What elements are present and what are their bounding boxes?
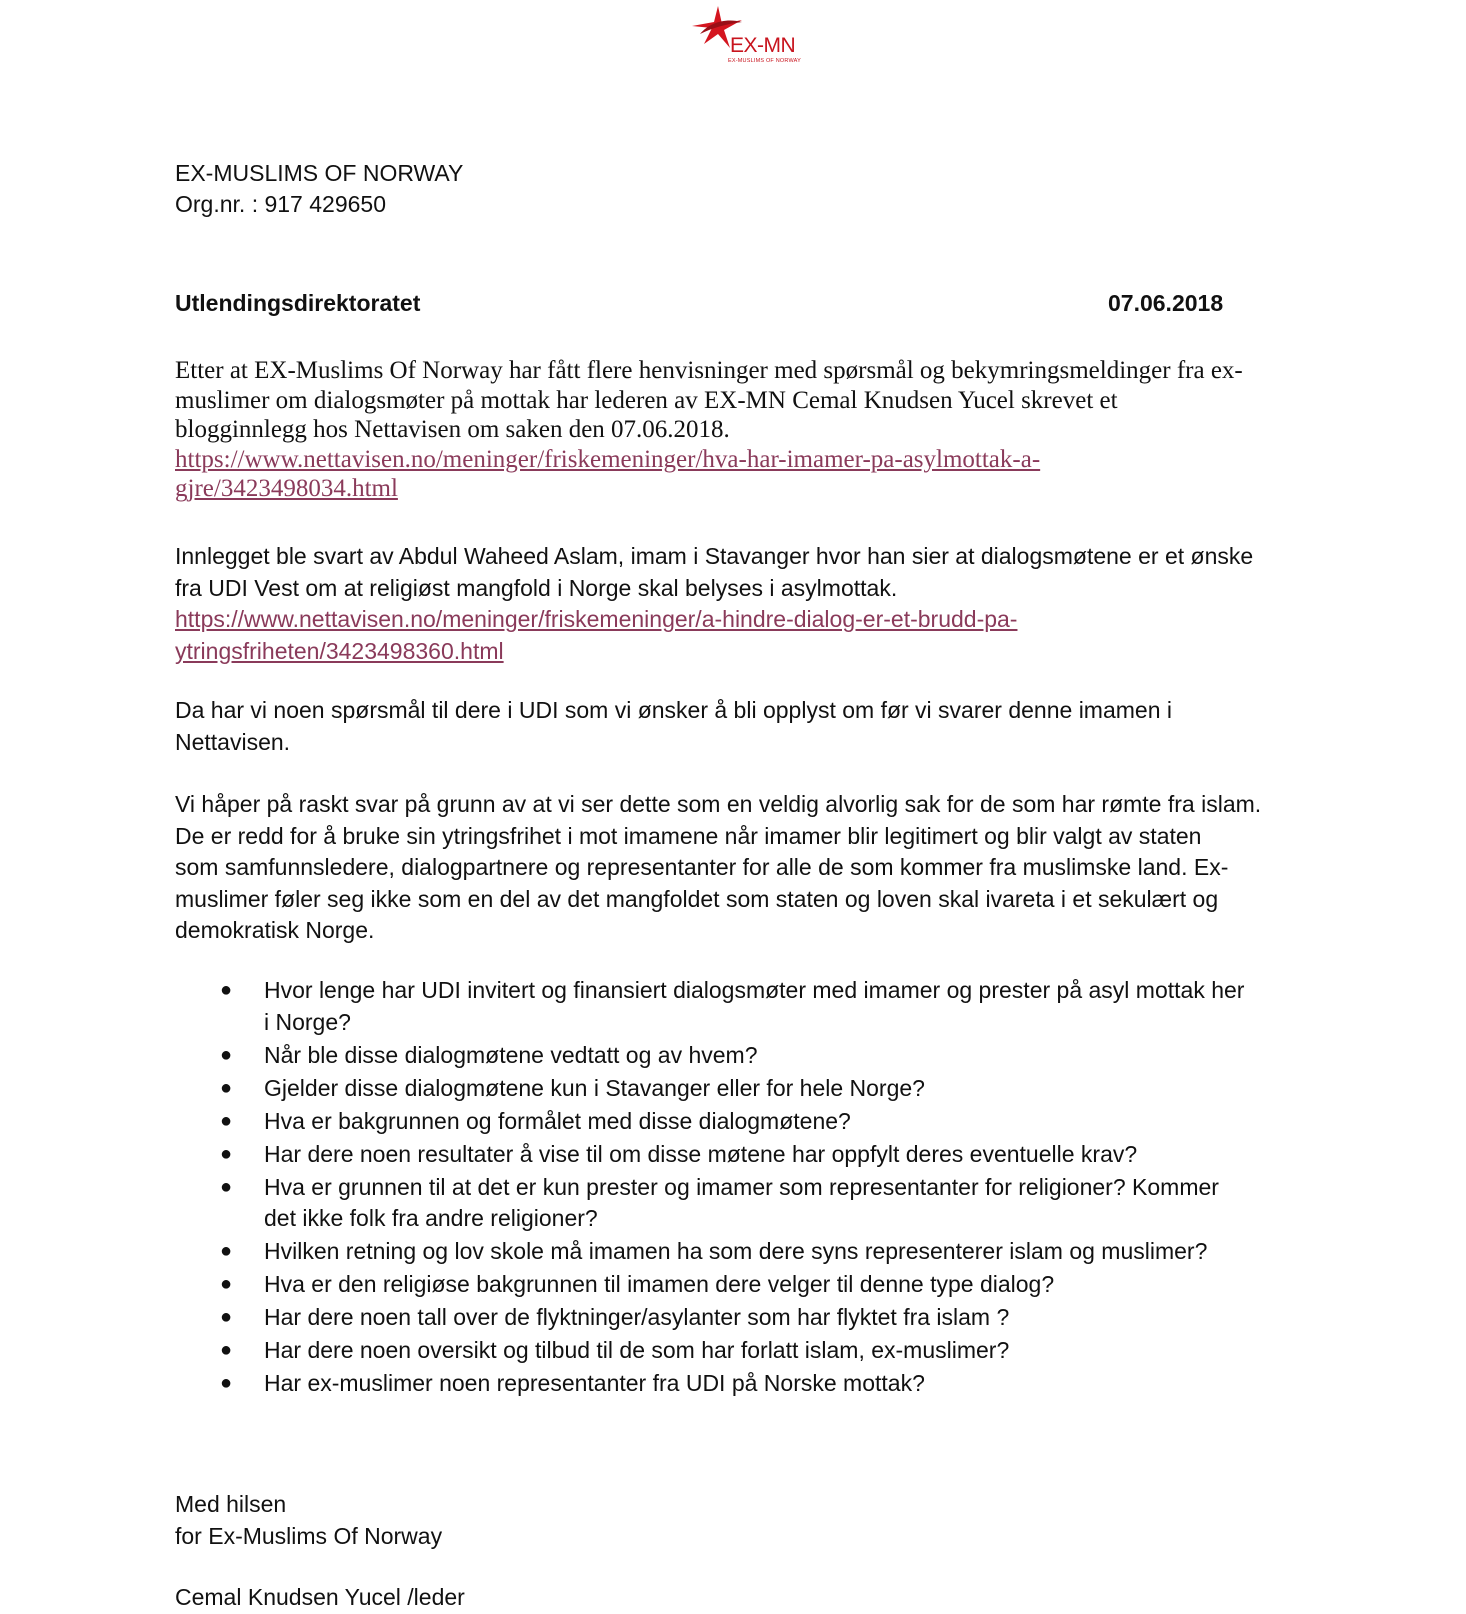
recipient: Utlendingsdirektoratet [175,290,421,316]
text-line: fra UDI Vest om at religiøst mangfold i Norge skal belyses i asylmottak. [175,574,898,601]
question-item [175,1073,1244,1105]
blog-post-link[interactable]: https://www.nettavisen.no/meninger/friskemeninger/hva-har-imamer-pa-asylmottak-a- [175,445,1041,473]
bullet-icon: ● [220,1306,233,1328]
text-line: Innlegget ble svart av Abdul Waheed Aslam, imam i Stavanger hvor han sier at dialogsmøtene er et ønske [175,543,1254,569]
text-line: Da har vi noen spørsmål til dere i UDI som vi ønsker å bli opplyst om før vi svarer denne imamen i [175,697,1172,723]
bullet-icon: ● [220,1175,233,1198]
question-item [175,1302,1244,1334]
question-text: Har ex-muslimer noen representanter fra UDI på Norske mottak? [264,1370,925,1396]
question-text: i Norge? [264,1008,351,1035]
paragraph-intro [175,356,1243,504]
paragraph-response [175,541,1253,667]
question-item [175,1368,1244,1400]
sender-org-number: Org.nr. : 917 429650 [175,191,386,217]
bullet-icon: ● [220,1142,233,1165]
logo-text: EX-MN [730,34,796,57]
bullet-icon: ● [220,1372,233,1394]
question-text: Hvor lenge har UDI invitert og finansiert dialogsmøter med imamer og prester på asyl mottak her [264,977,1245,1003]
bullet-icon: ● [220,979,233,1001]
question-item [175,1269,1244,1301]
bullet-icon: ● [220,1273,233,1295]
signature: Cemal Knudsen Yucel /leder [175,1584,465,1610]
text-line: Etter at EX-Muslims Of Norway har fått flere henvisninger med spørsmål og bekymringsmeldinger fra ex- [175,357,1243,384]
bullet-icon: ● [220,1076,233,1099]
question-text: Gjelder disse dialogmøtene kun i Stavanger eller for hele Norge? [264,1074,925,1101]
question-item [175,1172,1244,1235]
text-line: muslimer føler seg ikke som en del av det mangfoldet som staten og loven skal ivareta i et sekulært og [175,885,1219,912]
question-item [175,1236,1244,1268]
text-line: blogginnlegg hos Nettavisen om saken den 07.06.2018. [175,416,730,443]
text-line: muslimer om dialogsmøter på mottak har lederen av EX-MN Cemal Knudsen Yucel skrevet et [175,386,1118,414]
question-text: Når ble disse dialogmøtene vedtatt og av hvem? [264,1041,758,1068]
question-list [175,975,1244,1401]
question-item [175,1335,1244,1367]
question-text: Hva er den religiøse bakgrunnen til imamen dere velger til denne type dialog? [264,1271,1055,1297]
question-text: Hva er grunnen til at det er kun prester og imamer som representanter for religioner? Kommer [264,1173,1219,1200]
bullet-icon: ● [220,1339,233,1361]
bullet-icon: ● [220,1109,233,1132]
response-post-link[interactable]: https://www.nettavisen.no/meninger/friskemeninger/a-hindre-dialog-er-et-brudd-pa- [175,606,1018,632]
question-text: det ikke folk fra andre religioner? [264,1205,598,1231]
text-line: Vi håper på raskt svar på grunn av at vi ser dette som en veldig alvorlig sak for de som har rømte fra islam. [175,791,1262,817]
blog-post-link-cont[interactable]: gjre/3423498034.html [175,475,398,502]
question-item [175,1106,1244,1138]
question-text: Hva er bakgrunnen og formålet med disse dialogmøtene? [264,1107,851,1134]
response-post-link-cont[interactable]: ytringsfriheten/3423498360.html [175,637,504,664]
question-text: Har dere noen oversikt og tilbud til de som har forlatt islam, ex-muslimer? [264,1337,1010,1363]
closing-greeting: Med hilsen [175,1491,287,1517]
question-item [175,1139,1244,1171]
paragraph-concern [175,789,1261,947]
bullet-icon: ● [220,1043,233,1066]
text-line: demokratisk Norge. [175,917,375,943]
closing [175,1489,442,1552]
question-text: Har dere noen tall over de flyktninger/asylanter som har flyktet fra islam ? [264,1304,1010,1330]
logo-subtitle: EX-MUSLIMS OF NORWAY [728,58,801,64]
closing-org: for Ex-Muslims Of Norway [175,1522,443,1549]
text-line: Nettavisen. [175,728,291,755]
question-item [175,975,1244,1038]
letter-date: 07.06.2018 [1108,290,1224,316]
sender-name: EX-MUSLIMS OF NORWAY [175,160,464,186]
question-text: Har dere noen resultater å vise til om disse møtene har oppfylt deres eventuelle krav? [264,1140,1138,1167]
paragraph-questions-intro [175,695,1172,758]
text-line: som samfunnsledere, dialogpartnere og representanter for alle de som kommer fra muslimske land. Ex- [175,854,1229,880]
ex-mn-logo [690,4,810,66]
bullet-icon: ● [220,1240,233,1262]
question-text: Hvilken retning og lov skole må imamen ha som dere syns representerer islam og muslimer? [264,1238,1208,1264]
text-line: De er redd for å bruke sin ytringsfrihet i mot imamene når imamer blir legitimert og blir valgt av staten [175,822,1202,849]
question-item [175,1040,1244,1072]
